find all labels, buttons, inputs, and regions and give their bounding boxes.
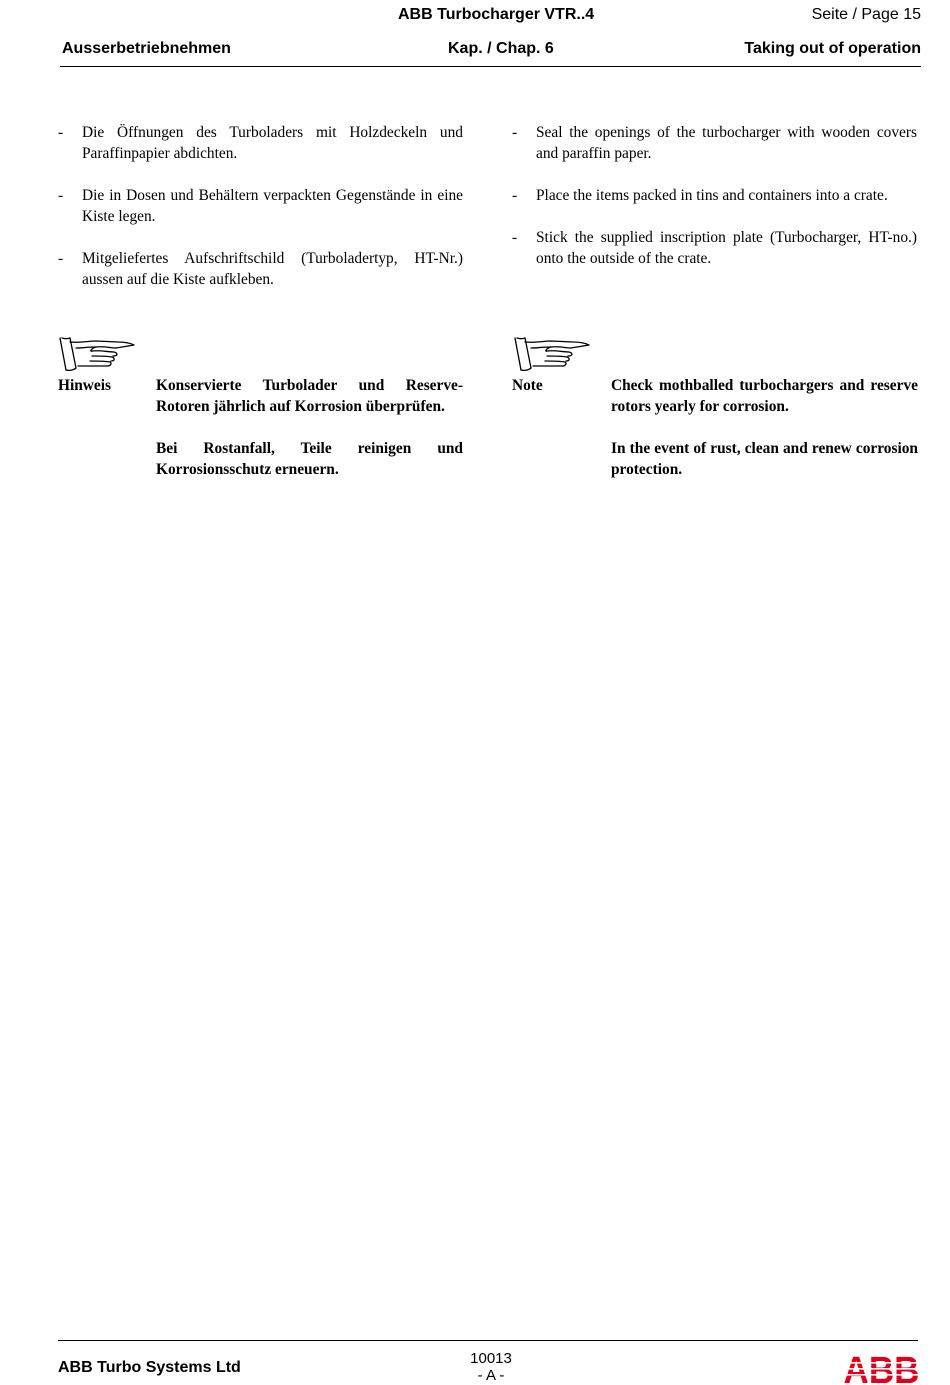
bullet-dash: - (512, 124, 518, 141)
company-name: ABB Turbo Systems Ltd (58, 1359, 241, 1376)
list-item (58, 122, 463, 164)
note-text: In the event of rust, clean and renew corrosion protection. (611, 440, 918, 478)
list-item-text: Stick the supplied inscription plate (Turbocharger, HT-no.) onto the outside of the crate. (536, 229, 917, 267)
bullet-dash: - (58, 250, 64, 267)
section-title-en: Taking out of operation (744, 40, 921, 57)
chapter-label: Kap. / Chap. 6 (448, 40, 554, 57)
pointing-hand-icon (56, 336, 136, 372)
note-text: Konservierte Turbolader und Reserve-Rotoren jährlich auf Korrosion überprüfen. (156, 377, 463, 415)
bullet-dash: - (512, 229, 518, 246)
list-item (512, 122, 917, 164)
list-item-text: Die in Dosen und Behältern verpackten Gegenstände in eine Kiste legen. (82, 187, 463, 225)
bullet-dash: - (58, 187, 64, 204)
list-item (58, 248, 463, 290)
list-item-text: Mitgeliefertes Aufschriftschild (Turboladertyp, HT-Nr.) aussen auf die Kiste aufkleben. (82, 250, 463, 288)
revision-label: - A - (477, 1367, 505, 1384)
page-number: Seite / Page 15 (811, 6, 921, 23)
note-label-de: Hinweis (58, 377, 112, 394)
note-text: Bei Rostanfall, Teile reinigen und Korrosionsschutz erneuern. (156, 440, 463, 478)
document-number (440, 1350, 542, 1384)
list-item-text: Place the items packed in tins and containers into a crate. (536, 187, 888, 204)
footer-divider (58, 1340, 918, 1341)
note-body-en (611, 375, 918, 501)
list-item (512, 227, 917, 269)
section-title-de: Ausserbetriebnehmen (62, 40, 231, 57)
note-body-de (156, 375, 463, 501)
header-divider (60, 66, 921, 67)
note-text: Check mothballed turbochargers and reserve rotors yearly for corrosion. (611, 377, 918, 415)
document-title: ABB Turbocharger VTR..4 (398, 6, 595, 23)
list-item-text: Seal the openings of the turbocharger with wooden covers and paraffin paper. (536, 124, 917, 162)
english-column (512, 122, 917, 290)
bullet-dash: - (512, 187, 518, 204)
doc-number: 10013 (470, 1350, 512, 1367)
list-item (512, 185, 917, 206)
abb-logo (843, 1353, 920, 1385)
list-item-text: Die Öffnungen des Turboladers mit Holzdeckeln und Paraffinpapier abdichten. (82, 124, 463, 162)
list-item (58, 185, 463, 227)
german-column (58, 122, 463, 311)
bullet-dash: - (58, 124, 64, 141)
pointing-hand-icon (511, 336, 591, 372)
note-label-en: Note (512, 377, 543, 394)
